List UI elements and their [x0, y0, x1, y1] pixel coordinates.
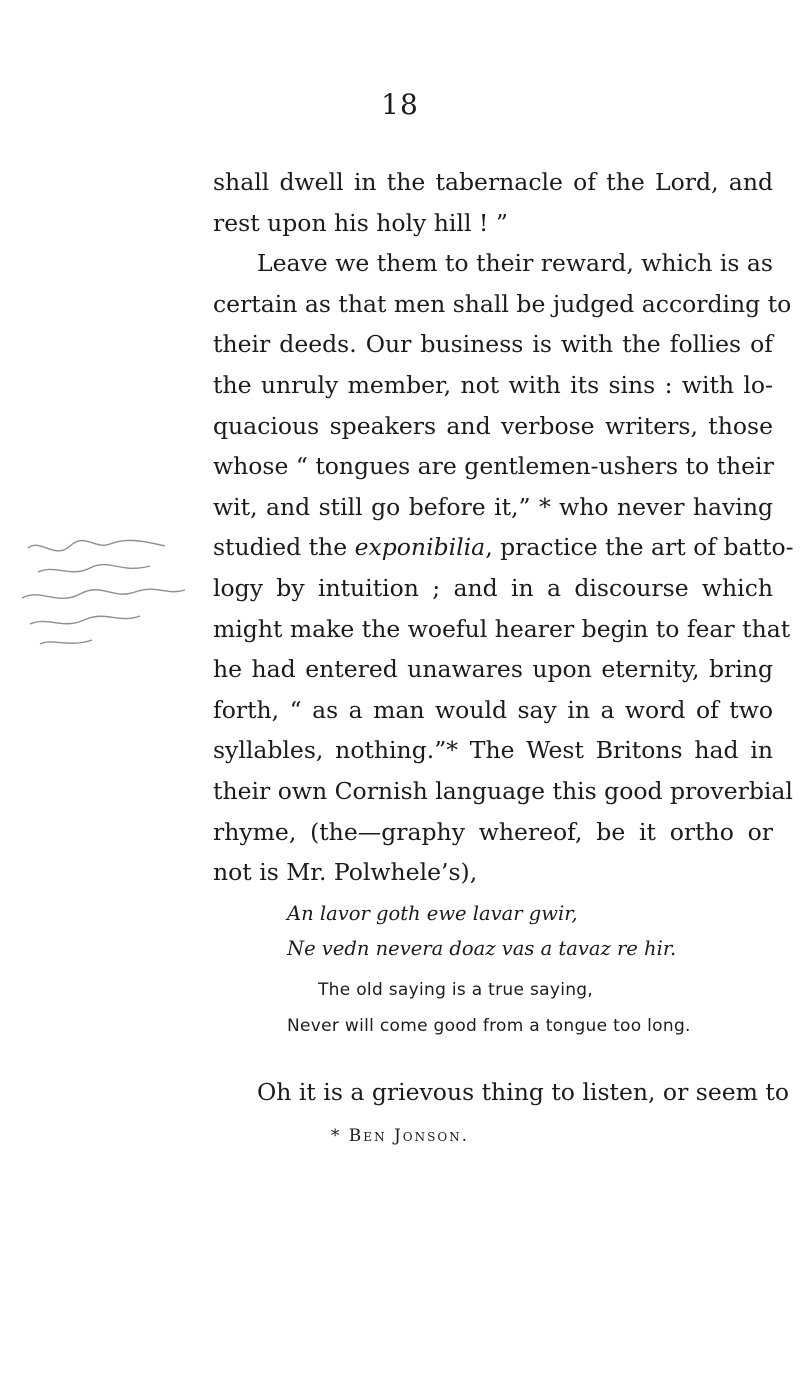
- text-line: rest upon his holy hill ! ”: [213, 208, 508, 237]
- text-line: not is Mr. Polwhele’s),: [213, 858, 478, 887]
- scribble-stroke: [28, 540, 165, 550]
- margin-handwriting: [0, 520, 200, 660]
- text-line: syllables, nothing.”* The West Britons had in: [213, 736, 773, 765]
- final-text-line: Oh it is a grievous thing to listen, or seem to: [257, 1078, 790, 1106]
- scribble-stroke: [40, 640, 92, 644]
- text-line: might make the woeful hearer begin to fear that: [213, 614, 791, 643]
- verse-english-line-1: The old saying is a true saying,: [318, 980, 594, 1000]
- scribble-stroke: [22, 589, 185, 598]
- text-line: wit, and still go before it,” * who never having: [213, 492, 773, 521]
- text-line: logy by intuition ; and in a discourse which: [213, 573, 773, 602]
- verse-cornish-line-1: An lavor goth ewe lavar gwir,: [287, 902, 578, 925]
- text-line: shall dwell in the tabernacle of the Lord, and: [213, 168, 773, 196]
- text-segment: , practice the art of batto-: [485, 533, 794, 562]
- footnote: * Ben Jonson.: [330, 1126, 470, 1146]
- text-line: whose “ tongues are gentlemen-ushers to their: [213, 452, 774, 481]
- page-number: 18: [381, 88, 419, 121]
- body-text: [213, 162, 794, 893]
- italic-term: exponibilia: [354, 533, 486, 562]
- text-line: Leave we them to their reward, which is as: [257, 249, 773, 278]
- scribble-stroke: [38, 565, 150, 572]
- scribble-stroke: [30, 616, 140, 624]
- text-line: their own Cornish language this good proverbial: [213, 776, 793, 805]
- text-line: quacious speakers and verbose writers, those: [213, 411, 773, 440]
- text-line: forth, “ as a man would say in a word of two: [213, 695, 773, 724]
- verse-english-line-2: Never will come good from a tongue too long.: [287, 1016, 691, 1036]
- text-line: rhyme, (the—graphy whereof, be it ortho or: [213, 817, 773, 846]
- text-line: certain as that men shall be judged according to: [213, 289, 792, 318]
- text-line: the unruly member, not with its sins : with lo-: [213, 370, 773, 399]
- text-line-studied: [213, 527, 794, 568]
- text-segment: studied the: [213, 533, 355, 562]
- text-line: he had entered unawares upon eternity, bring: [213, 655, 773, 684]
- verse-cornish-line-2: Ne vedn nevera doaz vas a tavaz re hir.: [287, 937, 677, 960]
- text-line: their deeds. Our business is with the follies of: [213, 330, 773, 359]
